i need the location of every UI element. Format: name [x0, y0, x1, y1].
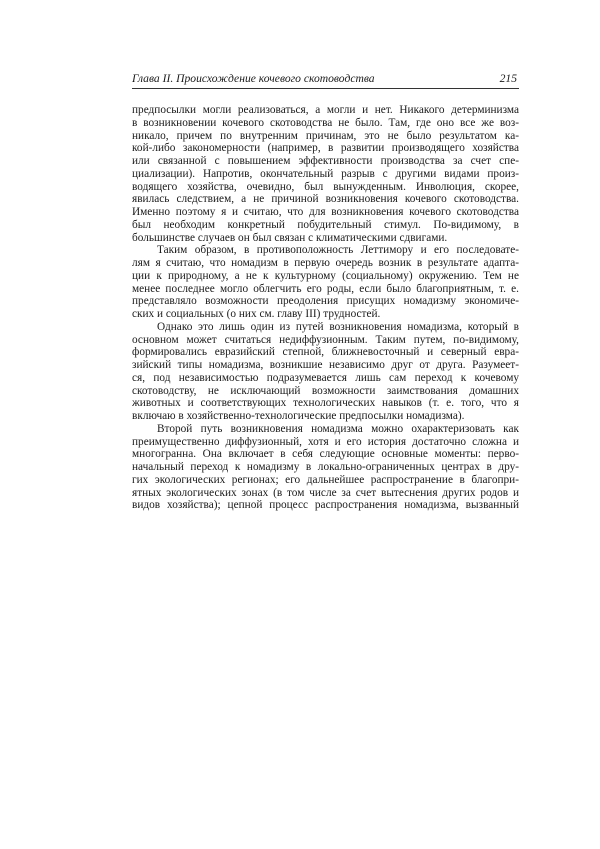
text-line: в возникновении кочевого скотоводства не было. Там, где оно все же воз- — [132, 116, 519, 129]
text-line: животных и соответствующих технологических навыков (т. е. того, что я — [132, 397, 519, 410]
text-line: ции к природному, а не к культурному (социальному) окружению. Тем не — [132, 269, 519, 282]
text-line: циализации). Напротив, окончательный разрыв с другими видами произ- — [132, 167, 519, 180]
text-line: преимущественно диффузионный, хотя и его история достаточно сложна и — [132, 435, 519, 448]
paragraph — [132, 244, 519, 321]
paragraph — [132, 423, 519, 512]
text-line: водящего хозяйства, очевидно, был вынужденным. Инволюция, скорее, — [132, 180, 519, 193]
page-number: 215 — [499, 72, 517, 85]
text-line: Именно поэтому я и считаю, что для возникновения кочевого скотоводства — [132, 206, 519, 218]
chapter-title: Глава II. Происхождение кочевого скотоводства — [132, 72, 375, 85]
header-rule — [132, 88, 519, 89]
text-line: Второй путь возникновения номадизма можно охарактеризовать как — [157, 422, 519, 435]
running-header — [132, 71, 519, 87]
body-text — [132, 104, 519, 512]
text-line: представляло возможности преодоления присущих номадизму экономиче- — [132, 295, 519, 308]
text-line: никало, причем по внутренним причинам, это не было результатом ка- — [132, 129, 519, 142]
text-line: лям я считаю, что номадизм в первую очередь возник в результате адапта- — [132, 257, 519, 269]
text-line: включаю в хозяйственно-технологические предпосылки номадизма). — [132, 410, 465, 422]
text-line: был необходим конкретный побудительный стимул. По-видимому, в — [132, 218, 519, 231]
text-line: предпосылки могли реализоваться, а могли и нет. Никакого детерминизма — [132, 104, 519, 116]
text-line: многогранна. Она включает в себя следующие основные моменты: перво- — [132, 448, 519, 461]
text-line: гих экологических регионах; его дальнейшее распространение в благопри- — [132, 473, 519, 486]
text-line: Таким образом, в противоположность Леттимору и его последовате- — [157, 244, 519, 257]
text-line: формировались евразийский степной, ближневосточный и северный евра- — [132, 346, 519, 359]
text-line: ятных экологических зонах (в том числе за счет вытеснения других родов и — [132, 486, 519, 499]
text-line: ся, под независимостью подразумевается лишь сам переход к кочевому — [132, 371, 519, 384]
text-line: кой-либо закономерности (например, в развитии производящего хозяйства — [132, 142, 519, 155]
text-line: основном может считаться недиффузионным. Таким путем, по-видимому, — [132, 333, 519, 346]
text-line: видов хозяйства); цепной процесс распространения номадизма, вызванный — [132, 499, 519, 512]
text-line: зийский типы номадизма, возникшие независимо друг от друга. Разумеет- — [132, 359, 519, 371]
text-line: Однако это лишь один из путей возникновения номадизма, который в — [157, 320, 519, 333]
text-line: большинстве случаев он был связан с климатическими сдвигами. — [132, 231, 448, 244]
text-line: ских и социальных (о них см. главу III) трудностей. — [132, 308, 381, 320]
paragraph — [132, 321, 519, 423]
text-line: скотоводству, не исключающий возможности заимствования домашних — [132, 384, 519, 397]
text-line: явилась следствием, а не причиной возникновения кочевого скотоводства. — [132, 193, 519, 206]
text-line: начальный переход к номадизму в локально-ограниченных центрах в дру- — [132, 461, 519, 473]
paragraph — [132, 104, 519, 244]
text-line: или связанной с повышением эффективности производства за счет спе- — [132, 155, 519, 167]
text-line: менее последнее могло облегчить его роды, если было благоприятным, т. е. — [132, 282, 519, 295]
